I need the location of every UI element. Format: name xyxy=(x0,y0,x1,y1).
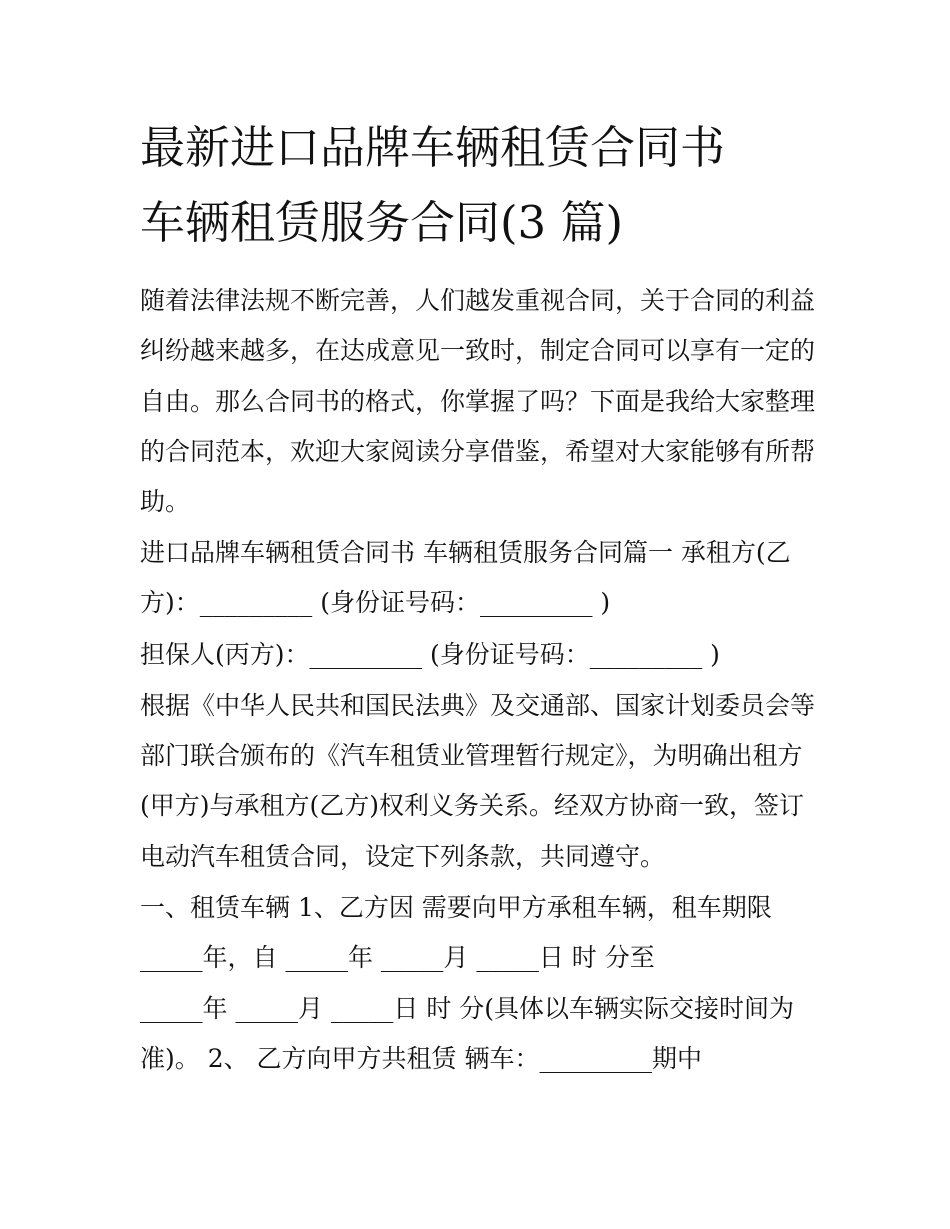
body-line-5: 助。 xyxy=(140,487,191,516)
body-line-9: 根据《中华人民共和国民法典》及交通部、国家计划委员会等 xyxy=(140,691,816,720)
body-line-10: 部门联合颁布的《汽车租赁业管理暂行规定》，为明确出租方 xyxy=(140,741,803,770)
body-line-3: 自由。那么合同书的格式，你掌握了吗？下面是我给大家整理 xyxy=(140,387,816,416)
body-line-6: 进口品牌车辆租赁合同书 车辆租赁服务合同篇一 承租方(乙 xyxy=(140,538,791,567)
body-line-8: 担保人(丙方)：_________ (身份证号码：_________ ) xyxy=(140,640,720,669)
body-line-11: (甲方)与承租方(乙方)权利义务关系。经双方协商一致，签订 xyxy=(140,791,805,820)
body-line-16: 准)。 2、 乙方向甲方共租赁 辆车：_________期中 xyxy=(140,1044,703,1073)
document-title-line-2: 车辆租赁服务合同(3 篇) xyxy=(140,196,624,249)
body-line-12: 电动汽车租赁合同，设定下列条款，共同遵守。 xyxy=(140,842,666,871)
body-line-7: 方)：_________ (身份证号码：_________ ) xyxy=(140,588,611,617)
body-line-13: 一、租赁车辆 1、乙方因 需要向甲方承租车辆，租车期限 xyxy=(140,893,772,922)
body-line-2: 纠纷越来越多，在达成意见一致时，制定合同可以享有一定的 xyxy=(140,336,816,365)
body-line-1: 随着法律法规不断完善，人们越发重视合同，关于合同的利益 xyxy=(140,286,816,315)
body-line-14: _____年，自 _____年 _____月 _____日 时 分至 xyxy=(140,943,655,972)
body-line-15: _____年 _____月 _____日 时 分(具体以车辆实际交接时间为 xyxy=(140,994,795,1023)
document-title-line-1: 最新进口品牌车辆租赁合同书 xyxy=(140,121,726,174)
body-line-4: 的合同范本，欢迎大家阅读分享借鉴，希望对大家能够有所帮 xyxy=(140,437,816,466)
